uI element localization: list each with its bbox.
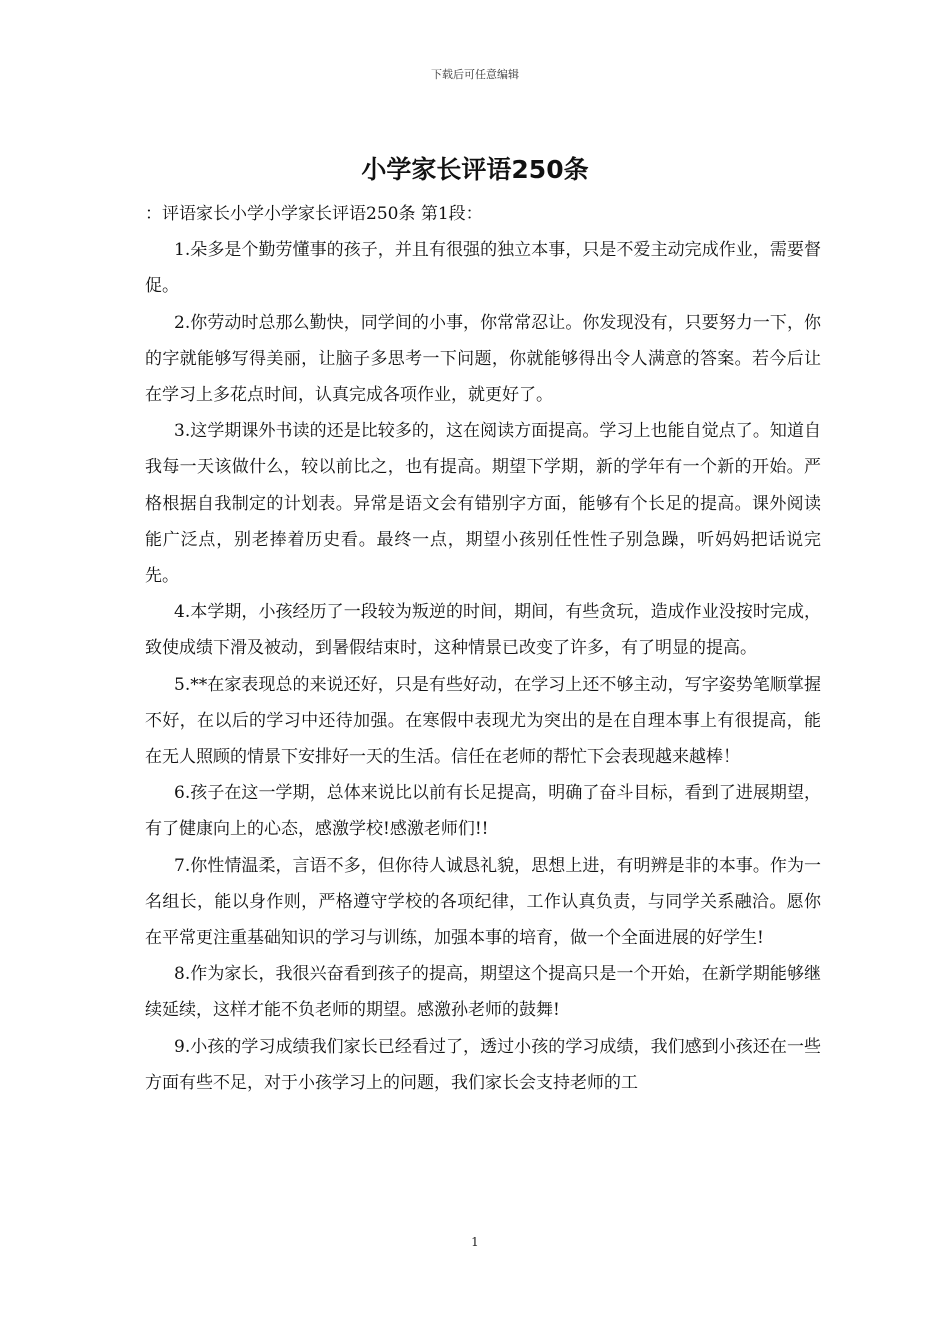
comment-paragraph-3: 3.这学期课外书读的还是比较多的，这在阅读方面提高。学习上也能自觉点了。知道自我每一天该做什么，较以前比之，也有提高。期望下学期，新的学年有一个新的开始。严格根据自我制定的计划表。异常是语文会有错别字方面，能够有个长足的提高。课外阅读能广泛点，别老捧着历史看。最终一点，期望小孩别任性性子别急躁，听妈妈把话说完先。	[145, 421, 821, 587]
header-note: 下载后可任意编辑	[431, 68, 519, 81]
comment-paragraph-5: 5.**在家表现总的来说还好，只是有些好动，在学习上还不够主动，写字姿势笔顺掌握不好，在以后的学习中还待加强。在寒假中表现尤为突出的是在自理本事上有很提高，能在无人照顾的情景下安排好一天的生活。信任在老师的帮忙下会表现越来越棒！	[145, 674, 821, 768]
comment-paragraph-7: 7.你性情温柔，言语不多，但你待人诚恳礼貌，思想上进，有明辨是非的本事。作为一名组长，能以身作则，严格遵守学校的各项纪律，工作认真负责，与同学关系融洽。愿你在平常更注重基础知识的学习与训练，加强本事的培育，做一个全面进展的好学生!	[145, 855, 821, 949]
comment-paragraph-1: 1.朵多是个勤劳懂事的孩子，并且有很强的独立本事，只是不爱主动完成作业，需要督促。	[145, 240, 821, 297]
comment-paragraph-4: 4.本学期，小孩经历了一段较为叛逆的时间，期间，有些贪玩，造成作业没按时完成，致使成绩下滑及被动，到暑假结束时，这种情景已改变了许多，有了明显的提高。	[145, 602, 821, 659]
comment-paragraph-2: 2.你劳动时总那么勤快，同学间的小事，你常常忍让。你发现没有，只要努力一下，你的字就能够写得美丽，让脑子多思考一下问题，你就能够得出令人满意的答案。若今后让在学习上多花点时间，认真完成各项作业，就更好了。	[145, 312, 821, 406]
comment-paragraph-9: 9.小孩的学习成绩我们家长已经看过了，透过小孩的学习成绩，我们感到小孩还在一些方面有些不足，对于小孩学习上的问题，我们家长会支持老师的工	[145, 1036, 821, 1093]
page-number: 1	[471, 1235, 479, 1249]
comment-paragraph-6: 6.孩子在这一学期，总体来说比以前有长足提高，明确了奋斗目标，看到了进展期望，有了健康向上的心态，感激学校!感激老师们!!	[145, 783, 821, 840]
comment-paragraph-8: 8.作为家长，我很兴奋看到孩子的提高，期望这个提高只是一个开始，在新学期能够继续延续，这样才能不负老师的期望。感激孙老师的鼓舞!	[145, 964, 821, 1021]
intro-line: ：评语家长小学小学家长评语250条 第1段：	[145, 204, 483, 224]
page-title: 小学家长评语250条	[361, 155, 589, 184]
document-body	[145, 196, 821, 1101]
